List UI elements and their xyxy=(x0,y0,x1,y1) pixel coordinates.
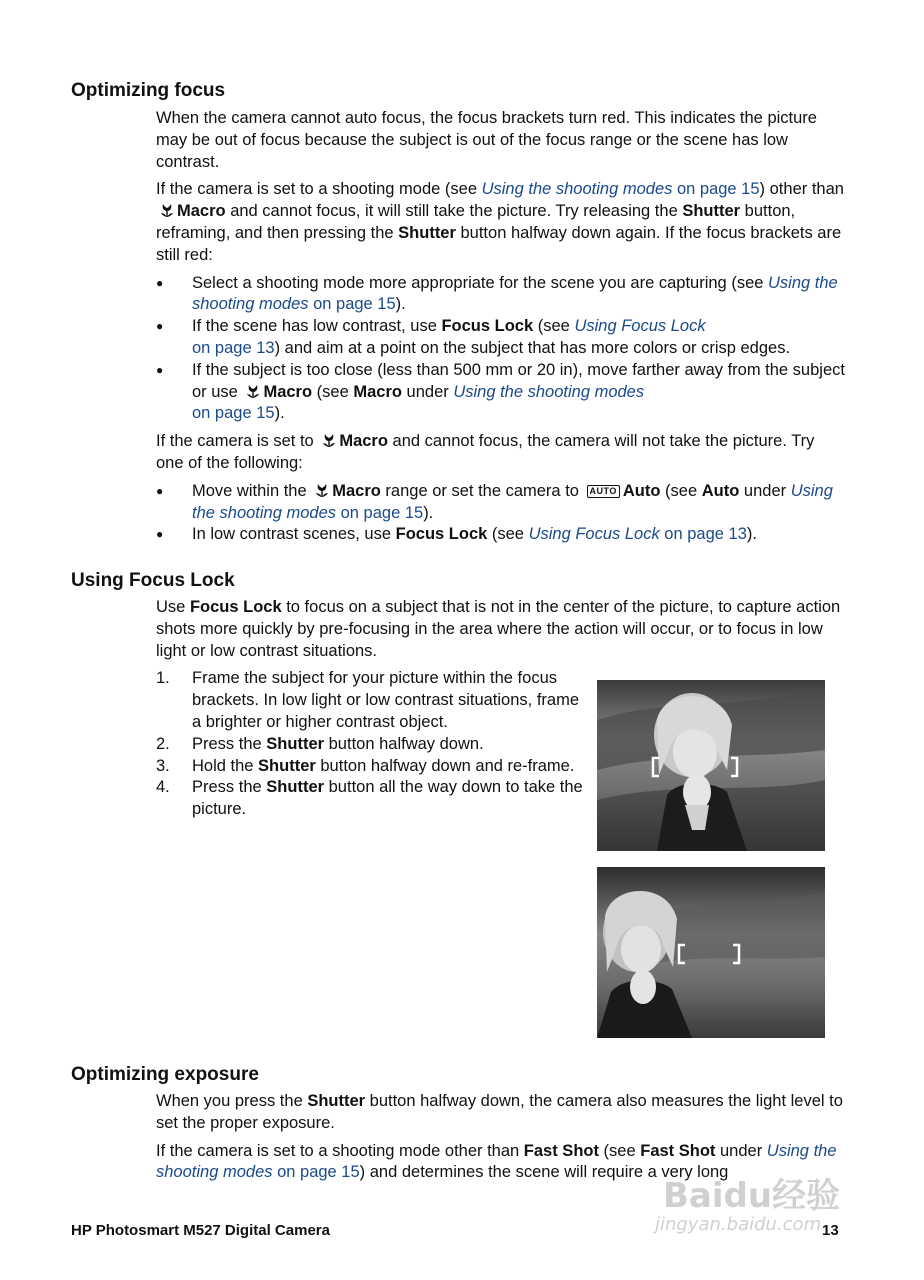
link-using-shooting-modes[interactable]: Using the shooting modes on page 15 xyxy=(192,273,838,314)
focus-lock-photo-1 xyxy=(597,680,825,851)
heading-using-focus-lock: Using Focus Lock xyxy=(71,570,235,591)
focus-lock-steps xyxy=(156,668,586,821)
link-using-shooting-modes[interactable]: Using the shooting modes on page 15 xyxy=(192,382,645,423)
focus-bullet-list-2 xyxy=(156,481,846,546)
macro-flower-icon xyxy=(321,432,337,448)
focus-bullet-list-1 xyxy=(156,273,846,426)
heading-optimizing-focus: Optimizing focus xyxy=(71,80,226,101)
link-using-focus-lock[interactable]: Using Focus Lock on page 13 xyxy=(528,525,747,544)
macro-flower-icon xyxy=(159,202,175,218)
footer-title: HP Photosmart M527 Digital Camera xyxy=(71,1222,330,1239)
list-item: 2. Press the Shutter button halfway down. xyxy=(156,734,484,753)
link-using-shooting-modes[interactable]: Using the shooting modes on page 15 xyxy=(156,1141,837,1182)
list-item: 4. Press the Shutter button all the way down to take the picture. xyxy=(156,778,583,819)
heading-optimizing-exposure: Optimizing exposure xyxy=(71,1064,259,1085)
list-item: ● In low contrast scenes, use Focus Lock (see Using Focus Lock on page 13). xyxy=(156,524,846,546)
exposure-paragraph-1: When you press the Shutter button halfway down, the camera also measures the light level to set the proper exposure. xyxy=(156,1092,843,1132)
list-item: 3. Hold the Shutter button halfway down and re-frame. xyxy=(156,756,575,775)
baidu-watermark: Baidu经验 jingyan.baidu.com xyxy=(655,1176,841,1235)
macro-flower-icon xyxy=(245,383,261,399)
focus-paragraph-1: When the camera cannot auto focus, the focus brackets turn red. This indicates the picture may be out of focus because the subject is out of the focus range or the scene has low contrast. xyxy=(156,109,817,171)
list-item: 1. Frame the subject for your picture within the focus brackets. In low light or low contrast situations, frame a brighter or higher contrast object. xyxy=(156,669,579,731)
focus-paragraph-3: If the camera is set to Macro and cannot focus, the camera will not take the picture. Try one of the following: xyxy=(156,432,815,472)
macro-flower-icon xyxy=(314,482,330,498)
link-using-shooting-modes[interactable]: Using the shooting modes on page 15 xyxy=(481,180,760,199)
focus-body xyxy=(156,108,846,552)
list-item: ● Move within the Macro range or set the camera to AUTO Auto (see Auto under Using the shooting modes on page 15). xyxy=(156,481,846,525)
focus-lock-photo-2 xyxy=(597,867,825,1038)
list-item: ● If the subject is too close (less than 500 mm or 20 in), move farther away from the subject or use Macro (see Macro under Using the shooting modes on page 15). xyxy=(156,360,846,425)
footer-page-number: 13 xyxy=(822,1222,839,1239)
exposure-paragraph-2: If the camera is set to a shooting mode other than Fast Shot (see Fast Shot under Using the shooting modes on page 15) and determines the scene will require a very long xyxy=(156,1141,837,1182)
focus-paragraph-2: If the camera is set to a shooting mode (see Using the shooting modes on page 15) other than Macro and cannot focus, it will still take the picture. Try releasing the Shutter button, reframing, and then pressing the Shutter button halfway down again. If the focus brackets are still red: xyxy=(156,180,844,264)
focus-lock-paragraph: Use Focus Lock to focus on a subject that is not in the center of the picture, to capture action shots more quickly by pre-focusing in the area where the action will occur, or to focus in low light or low contrast situations. xyxy=(156,598,841,660)
link-using-focus-lock[interactable]: Using Focus Lock on page 13 xyxy=(192,317,706,357)
list-item: ● Select a shooting mode more appropriate for the scene you are capturing (see Using the shooting modes on page 15). xyxy=(156,273,846,317)
list-item: ● If the scene has low contrast, use Focus Lock (see Using Focus Lock on page 13) and aim at a point on the subject that has more colors or crisp edges. xyxy=(156,316,846,360)
link-using-shooting-modes[interactable]: Using the shooting modes on page 15 xyxy=(192,481,833,522)
auto-mode-icon: AUTO xyxy=(587,485,620,498)
